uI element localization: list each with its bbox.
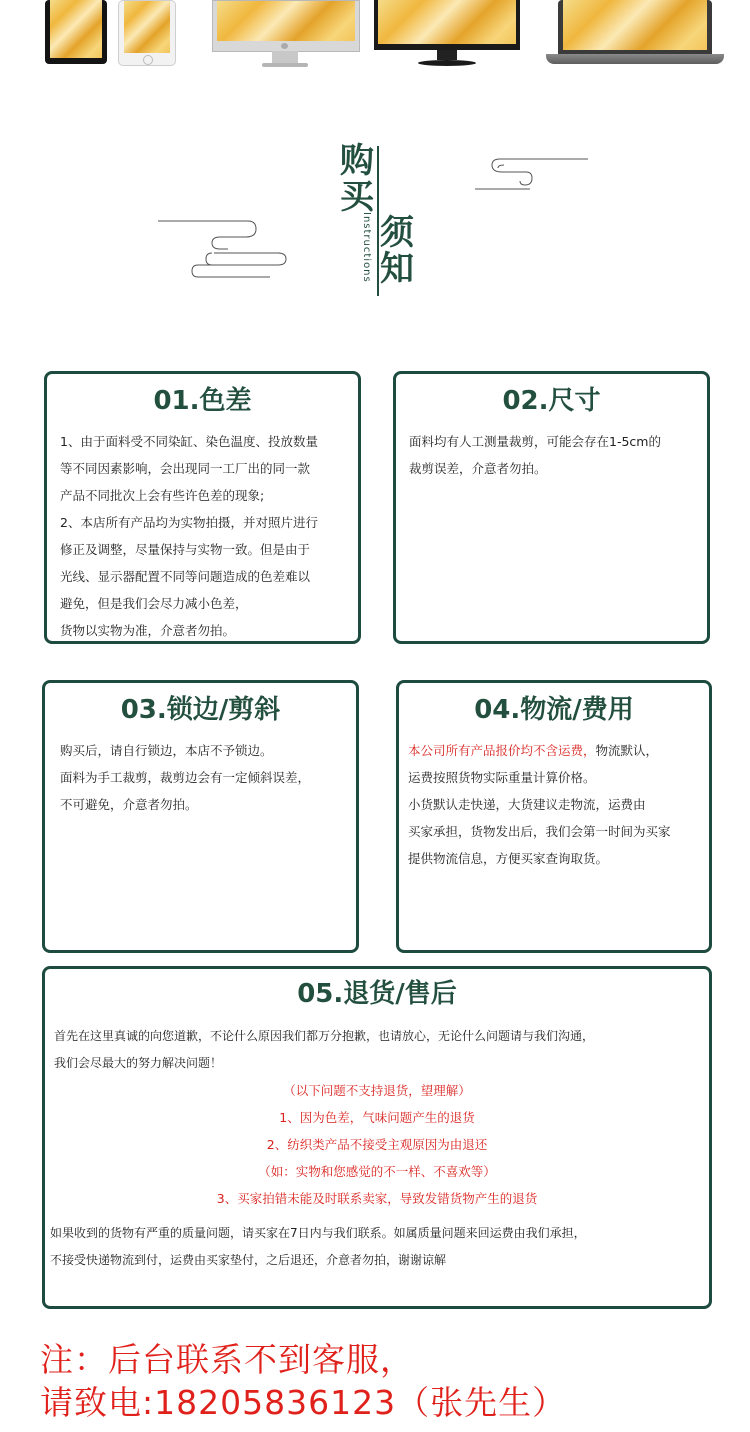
section-body [60, 428, 360, 644]
text-line: 运费按照货物实际重量计算价格。 [408, 770, 596, 785]
title-char-mai: 买 [340, 177, 374, 217]
section-edge-finishing [42, 680, 359, 953]
cloud-decoration-right [470, 155, 590, 195]
returns-intro [54, 1023, 709, 1077]
no-shipping-included-notice: 本公司所有产品报价均不含运费， [408, 743, 596, 758]
section-shipping-fees [396, 680, 712, 953]
text-line: 1、由于面料受不同染缸、染色温度、投放数量 [60, 434, 318, 449]
text-line: 等不同因素影响，会出现同一工厂出的同一款 [60, 461, 311, 476]
title-char-zhi: 知 [380, 249, 414, 289]
laptop-image [546, 0, 724, 72]
cloud-decoration-left [150, 215, 290, 285]
text-fragment: 物流默认， [595, 743, 659, 758]
text-line: 不可避免，介意者勿拍。 [60, 797, 198, 812]
red-text-line: 3、买家拍错未能及时联系卖家，导致发错货物产生的退货 [216, 1191, 538, 1206]
red-text-line: （如：实物和您感觉的不一样、不喜欢等） [258, 1164, 496, 1179]
red-text-line: 1、因为色差，气味问题产生的退货 [279, 1110, 475, 1125]
section-size [393, 371, 710, 644]
text-line: 购买后，请自行锁边，本店不予锁边。 [60, 743, 273, 758]
text-line: 2、本店所有产品均为实物拍摄，并对照片进行 [60, 515, 318, 530]
monitor-image [374, 0, 520, 72]
text-line [408, 737, 712, 764]
section-returns-after-sales [42, 966, 712, 1309]
devices-banner [0, 0, 750, 75]
phone-white-image [118, 0, 176, 66]
title-char-gou: 购 [340, 141, 374, 181]
returns-not-supported-list [45, 1077, 709, 1212]
text-line: 产品不同批次上会有些许色差的现象; [60, 488, 265, 503]
text-line: 货物以实物为准，介意者勿拍。 [60, 623, 236, 638]
returns-outro [50, 1220, 708, 1274]
title-char-xu: 须 [380, 213, 414, 253]
section-body [60, 737, 358, 818]
section-title: 04.物流/费用 [474, 695, 634, 725]
text-line: 如果收到的货物有严重的质量问题，请买家在7日内与我们联系。如属质量问题来回运费由我们承担， [50, 1226, 586, 1240]
instructions-label: Instructions [361, 212, 372, 283]
section-title: 03.锁边/剪斜 [120, 695, 281, 725]
text-line: 不接受快递物流到付，运费由买家垫付，之后退还，介意者勿拍，谢谢谅解 [50, 1253, 447, 1267]
section-color-difference [44, 371, 361, 644]
section-title: 01.色差 [153, 386, 252, 416]
text-line: 修正及调整，尽量保持与实物一致。但是由于 [60, 542, 311, 557]
text-line: 买家承担，货物发出后，我们会第一时间为买家 [408, 824, 671, 839]
imac-image [212, 0, 360, 70]
red-text-line: （以下问题不支持退货，望理解） [283, 1083, 471, 1098]
footer-contact-phone: 请致电:18205836123（张先生） [40, 1383, 567, 1422]
text-line: 首先在这里真诚的向您道歉，不论什么原因我们都万分抱歉，也请放心，无论什么问题请与我们沟通， [54, 1029, 595, 1043]
title-divider-line [377, 146, 379, 296]
text-line: 我们会尽最大的努力解决问题！ [54, 1056, 223, 1070]
text-line: 面料均有人工测量裁剪，可能会存在1-5cm的 [409, 434, 661, 449]
text-line: 面料为手工裁剪，裁剪边会有一定倾斜误差， [60, 770, 311, 785]
purchase-notice-header [0, 120, 750, 310]
red-text-line: 2、纺织类产品不接受主观原因为由退还 [266, 1137, 488, 1152]
phone-black-image [45, 0, 107, 64]
text-line: 避免，但是我们会尽力减小色差， [60, 596, 248, 611]
text-line: 小货默认走快递，大货建议走物流，运费由 [408, 797, 646, 812]
section-title: 05.退货/售后 [297, 979, 457, 1009]
section-body [408, 737, 712, 872]
text-line: 提供物流信息，方便买家查询取货。 [408, 851, 609, 866]
section-body [409, 428, 707, 482]
footer-notice-line1: 注：后台联系不到客服， [40, 1340, 414, 1379]
text-line: 裁剪误差，介意者勿拍。 [409, 461, 547, 476]
text-line: 光线、显示器配置不同等问题造成的色差难以 [60, 569, 311, 584]
section-title: 02.尺寸 [502, 386, 601, 416]
